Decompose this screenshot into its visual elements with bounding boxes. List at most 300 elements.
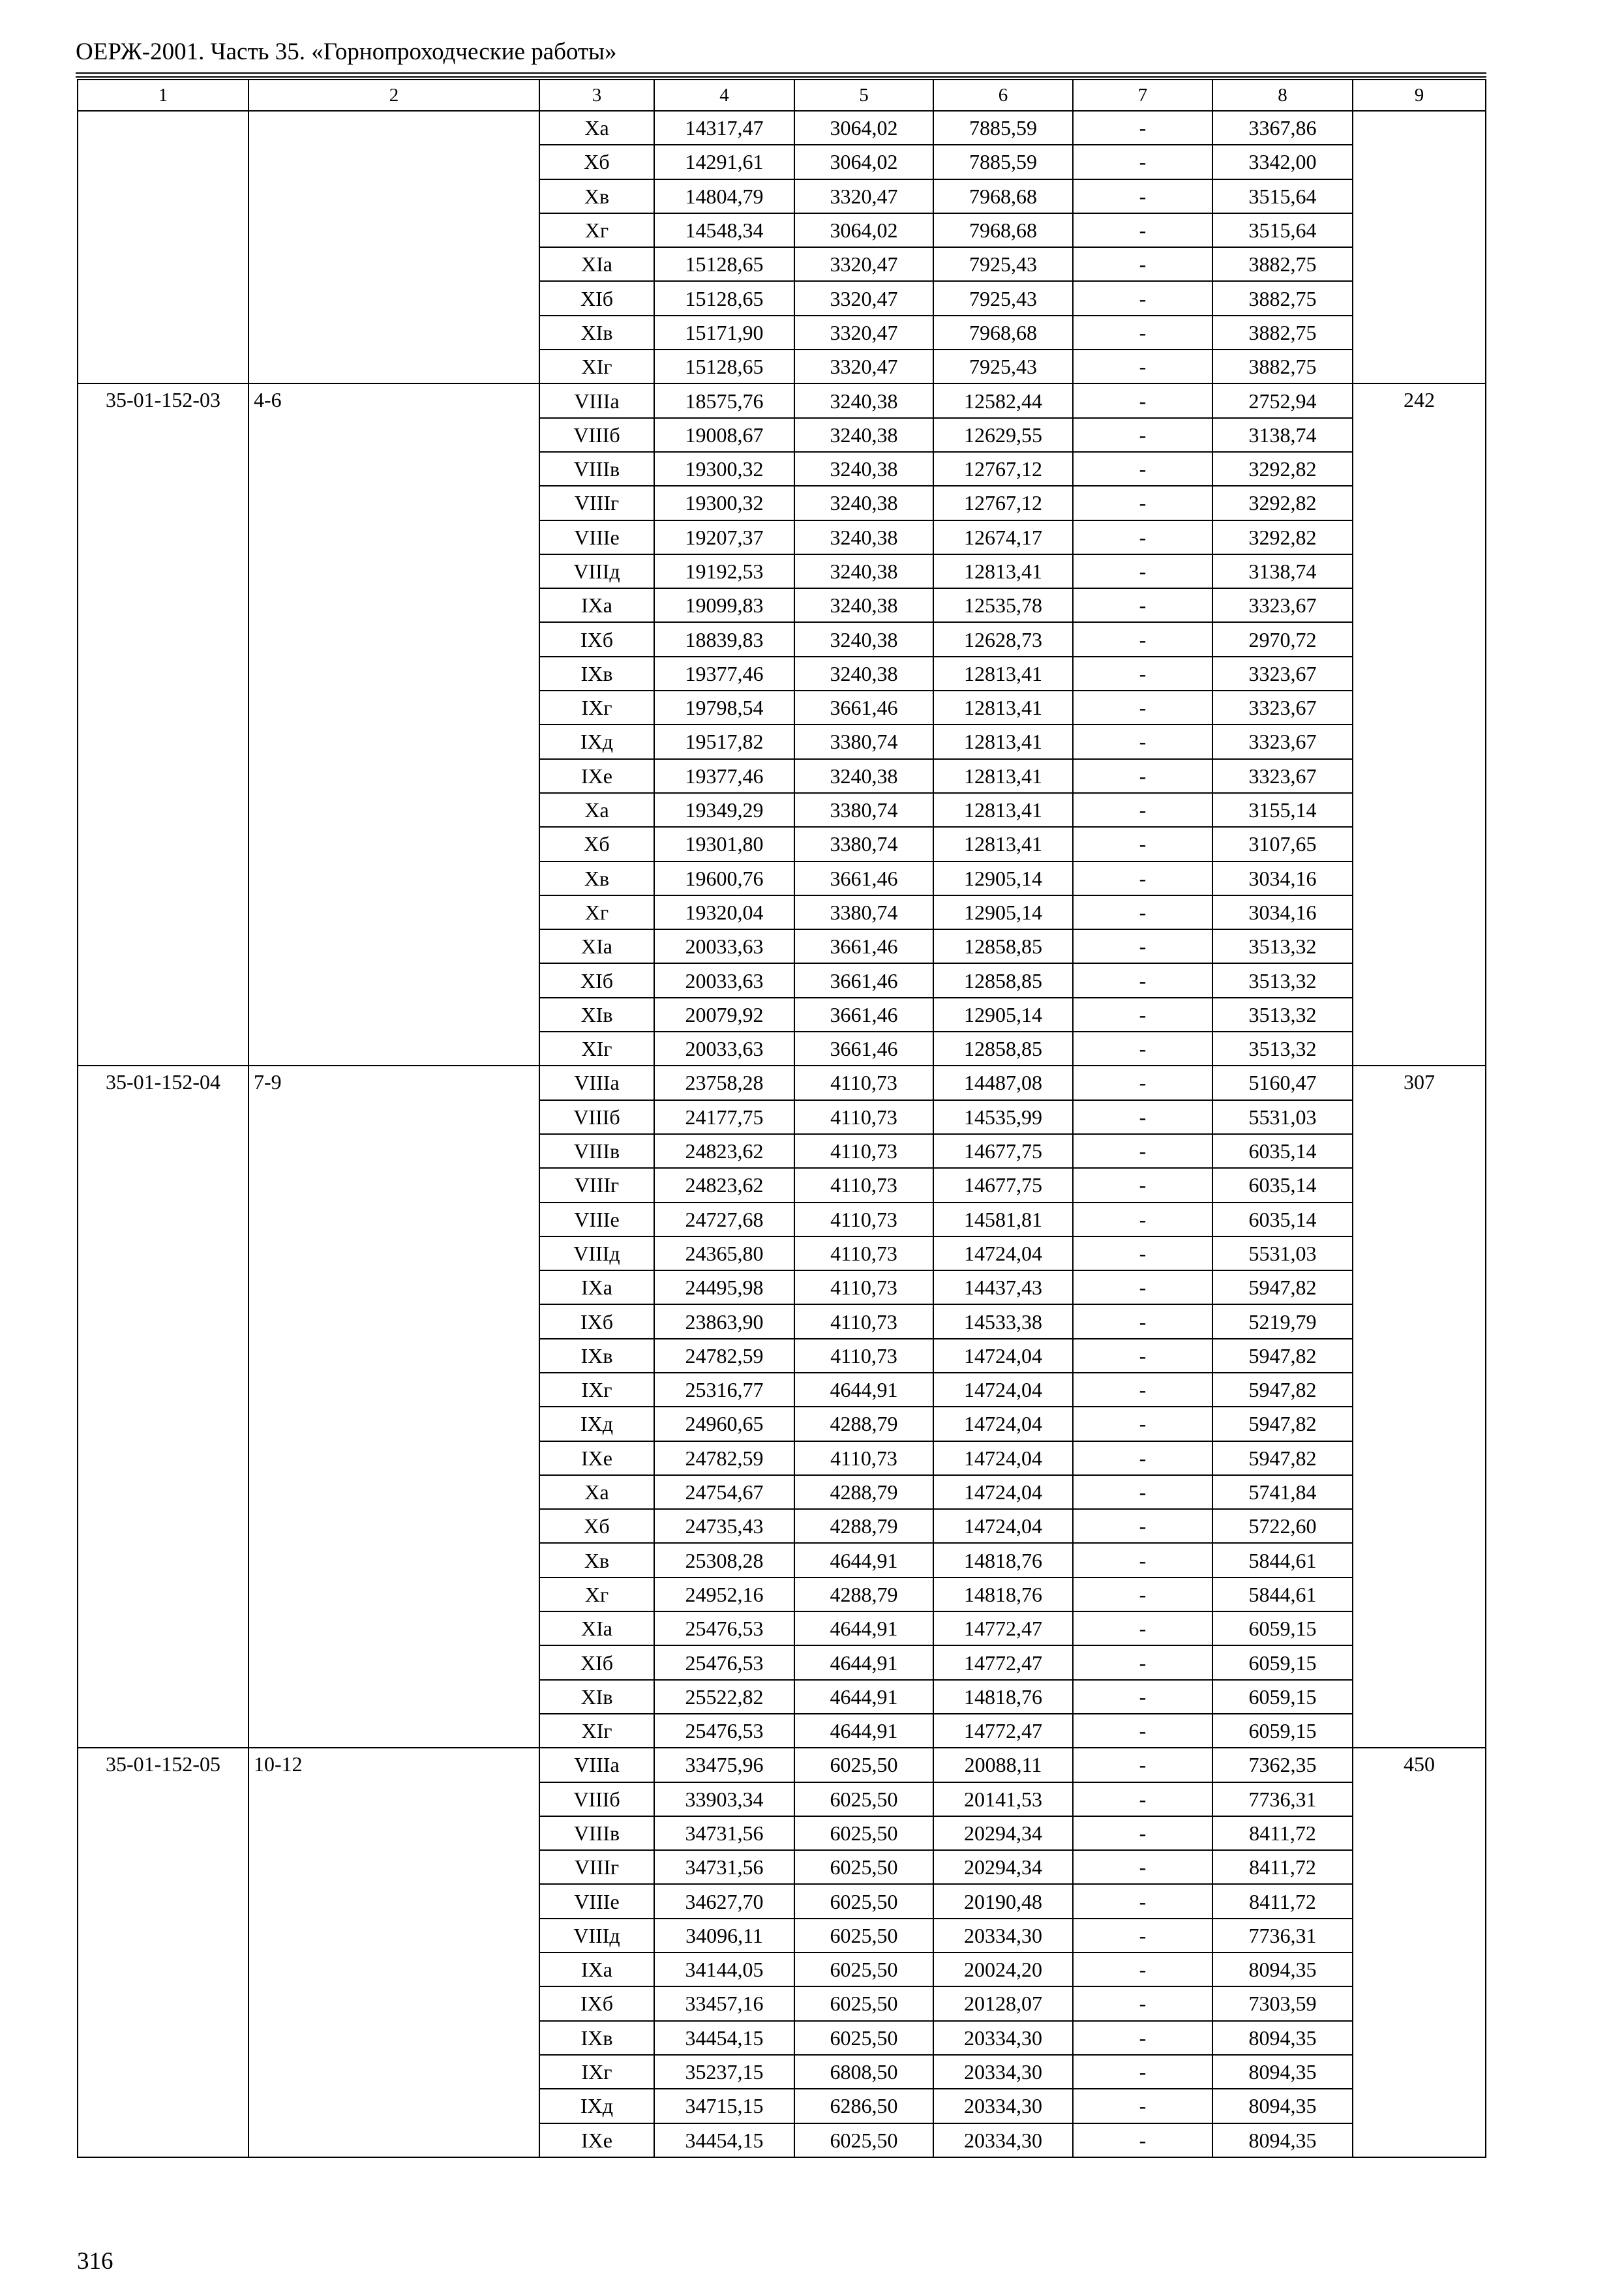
value-cell: 19349,29 — [654, 793, 794, 827]
value-cell: 20334,30 — [933, 2055, 1073, 2089]
value-cell: IXд — [539, 2089, 654, 2123]
value-cell: 4110,73 — [794, 1134, 933, 1168]
value-cell: VIIIб — [539, 418, 654, 452]
value-cell: - — [1073, 1100, 1212, 1134]
value-cell: 5947,82 — [1212, 1407, 1353, 1441]
value-cell: 20128,07 — [933, 1986, 1073, 2020]
value-cell: 3661,46 — [794, 929, 933, 963]
value-cell: 2970,72 — [1212, 622, 1353, 656]
value-cell: 6025,50 — [794, 1816, 933, 1850]
value-cell: 3342,00 — [1212, 145, 1353, 179]
value-cell: 14772,47 — [933, 1611, 1073, 1645]
value-cell: 12858,85 — [933, 1032, 1073, 1066]
value-cell: 34731,56 — [654, 1850, 794, 1884]
value-cell: 3034,16 — [1212, 895, 1353, 929]
value-cell: 4110,73 — [794, 1441, 933, 1475]
value-cell: 4644,91 — [794, 1543, 933, 1577]
column-header: 6 — [933, 80, 1073, 111]
column-header: 1 — [78, 80, 248, 111]
value-cell: IXe — [539, 1441, 654, 1475]
value-cell: 14724,04 — [933, 1373, 1073, 1407]
value-cell: 3661,46 — [794, 1032, 933, 1066]
value-cell: - — [1073, 759, 1212, 793]
value-cell: 4644,91 — [794, 1611, 933, 1645]
value-cell: 12813,41 — [933, 657, 1073, 691]
value-cell: 3138,74 — [1212, 554, 1353, 588]
value-cell: 3240,38 — [794, 383, 933, 417]
value-cell: 19517,82 — [654, 725, 794, 758]
value-cell: 19377,46 — [654, 759, 794, 793]
value-cell: 14437,43 — [933, 1270, 1073, 1304]
value-cell: - — [1073, 2021, 1212, 2055]
value-cell: - — [1073, 2123, 1212, 2157]
value-cell: - — [1073, 145, 1212, 179]
value-cell: 3513,32 — [1212, 1032, 1353, 1066]
value-cell: 24782,59 — [654, 1339, 794, 1373]
value-cell: 15128,65 — [654, 247, 794, 281]
value-cell: 33475,96 — [654, 1748, 794, 1782]
code-cell — [78, 111, 248, 383]
value-cell: Xв — [539, 179, 654, 213]
value-cell: - — [1073, 452, 1212, 486]
value-cell: 25308,28 — [654, 1543, 794, 1577]
value-cell: IXг — [539, 1373, 654, 1407]
value-cell: 6025,50 — [794, 1748, 933, 1782]
value-cell: 12858,85 — [933, 929, 1073, 963]
value-cell: 24177,75 — [654, 1100, 794, 1134]
value-cell: - — [1073, 1203, 1212, 1236]
value-cell: 20294,34 — [933, 1816, 1073, 1850]
value-cell: - — [1073, 895, 1212, 929]
value-cell: 24823,62 — [654, 1168, 794, 1202]
value-cell: 12813,41 — [933, 793, 1073, 827]
value-cell: 5947,82 — [1212, 1339, 1353, 1373]
value-cell: XIв — [539, 998, 654, 1032]
value-cell: IXб — [539, 1986, 654, 2020]
value-cell: VIIIв — [539, 452, 654, 486]
value-cell: 3513,32 — [1212, 963, 1353, 997]
value-cell: IXa — [539, 1270, 654, 1304]
value-cell: - — [1073, 1919, 1212, 1952]
value-cell: VIIIe — [539, 520, 654, 554]
value-cell: 3155,14 — [1212, 793, 1353, 827]
table-row — [78, 111, 1486, 145]
value-cell: 24735,43 — [654, 1509, 794, 1543]
table-row — [78, 383, 1486, 417]
value-cell: 14548,34 — [654, 213, 794, 247]
value-cell: - — [1073, 1611, 1212, 1645]
value-cell: - — [1073, 998, 1212, 1032]
value-cell: 20033,63 — [654, 1032, 794, 1066]
value-cell: - — [1073, 1986, 1212, 2020]
value-cell: 5947,82 — [1212, 1373, 1353, 1407]
value-cell: 3380,74 — [794, 827, 933, 861]
value-cell: 8094,35 — [1212, 2021, 1353, 2055]
value-cell: 4110,73 — [794, 1236, 933, 1270]
value-cell: 25316,77 — [654, 1373, 794, 1407]
value-cell: 3323,67 — [1212, 725, 1353, 758]
value-cell: 20334,30 — [933, 2021, 1073, 2055]
value-cell: IXд — [539, 725, 654, 758]
value-cell: 3320,47 — [794, 247, 933, 281]
value-cell: - — [1073, 554, 1212, 588]
value-cell: XIб — [539, 1645, 654, 1679]
value-cell: VIIIa — [539, 1748, 654, 1782]
value-cell: 7925,43 — [933, 350, 1073, 383]
value-cell: 12813,41 — [933, 554, 1073, 588]
value-cell: - — [1073, 383, 1212, 417]
value-cell: 3292,82 — [1212, 452, 1353, 486]
value-cell: IXд — [539, 1407, 654, 1441]
value-cell: 12582,44 — [933, 383, 1073, 417]
value-cell: 18839,83 — [654, 622, 794, 656]
value-cell: - — [1073, 861, 1212, 895]
value-cell: - — [1073, 1850, 1212, 1884]
value-cell: VIIIг — [539, 486, 654, 520]
value-cell: Xг — [539, 895, 654, 929]
value-cell: 20141,53 — [933, 1782, 1073, 1816]
value-cell: - — [1073, 1066, 1212, 1100]
value-cell: 14291,61 — [654, 145, 794, 179]
value-cell: 3064,02 — [794, 145, 933, 179]
value-cell: 12767,12 — [933, 486, 1073, 520]
value-cell: - — [1073, 1304, 1212, 1338]
value-cell: IXб — [539, 1304, 654, 1338]
value-cell: 6035,14 — [1212, 1203, 1353, 1236]
value-cell: - — [1073, 622, 1212, 656]
value-cell: VIIIa — [539, 383, 654, 417]
value-cell: VIIIг — [539, 1168, 654, 1202]
value-cell: - — [1073, 1509, 1212, 1543]
value-cell: 4288,79 — [794, 1407, 933, 1441]
value-cell: 18575,76 — [654, 383, 794, 417]
value-cell: - — [1073, 827, 1212, 861]
value-cell: Xв — [539, 1543, 654, 1577]
value-cell: 3240,38 — [794, 520, 933, 554]
value-cell: 5531,03 — [1212, 1100, 1353, 1134]
value-cell: - — [1073, 418, 1212, 452]
value-cell: 6035,14 — [1212, 1134, 1353, 1168]
value-cell: 7736,31 — [1212, 1919, 1353, 1952]
value-cell: - — [1073, 316, 1212, 350]
column-header: 2 — [248, 80, 539, 111]
value-cell: Xв — [539, 861, 654, 895]
value-cell: 6025,50 — [794, 1986, 933, 2020]
value-cell: - — [1073, 1748, 1212, 1782]
value-cell: 7968,68 — [933, 316, 1073, 350]
value-cell: VIIIe — [539, 1884, 654, 1918]
value-cell: 2752,94 — [1212, 383, 1353, 417]
value-cell: 3320,47 — [794, 281, 933, 315]
value-cell: IXг — [539, 2055, 654, 2089]
value-cell: 33903,34 — [654, 1782, 794, 1816]
group-value-cell: 242 — [1353, 383, 1486, 1066]
value-cell: - — [1073, 350, 1212, 383]
value-cell: - — [1073, 1714, 1212, 1748]
column-header: 4 — [654, 80, 794, 111]
group-value-cell — [1353, 111, 1486, 383]
value-cell: - — [1073, 1782, 1212, 1816]
value-cell: - — [1073, 725, 1212, 758]
value-cell: 19207,37 — [654, 520, 794, 554]
value-cell: VIIIa — [539, 1066, 654, 1100]
value-cell: 33457,16 — [654, 1986, 794, 2020]
value-cell: 7362,35 — [1212, 1748, 1353, 1782]
value-cell: 24495,98 — [654, 1270, 794, 1304]
value-cell: - — [1073, 2055, 1212, 2089]
value-cell: 12813,41 — [933, 725, 1073, 758]
value-cell: - — [1073, 486, 1212, 520]
value-cell: 15128,65 — [654, 281, 794, 315]
value-cell: - — [1073, 1578, 1212, 1611]
value-cell: 34144,05 — [654, 1952, 794, 1986]
value-cell: - — [1073, 1339, 1212, 1373]
value-cell: 14724,04 — [933, 1339, 1073, 1373]
value-cell: 7968,68 — [933, 179, 1073, 213]
value-cell: IXб — [539, 622, 654, 656]
value-cell: 3240,38 — [794, 622, 933, 656]
value-cell: 3320,47 — [794, 350, 933, 383]
value-cell: 19377,46 — [654, 657, 794, 691]
value-cell: 19600,76 — [654, 861, 794, 895]
value-cell: 34715,15 — [654, 2089, 794, 2123]
value-cell: 4644,91 — [794, 1373, 933, 1407]
value-cell: 3661,46 — [794, 691, 933, 725]
value-cell: 14818,76 — [933, 1680, 1073, 1714]
value-cell: 5722,60 — [1212, 1509, 1353, 1543]
value-cell: 7925,43 — [933, 281, 1073, 315]
value-cell: VIIIe — [539, 1203, 654, 1236]
value-cell: 3661,46 — [794, 963, 933, 997]
value-cell: 6808,50 — [794, 2055, 933, 2089]
value-cell: 25476,53 — [654, 1611, 794, 1645]
value-cell: - — [1073, 179, 1212, 213]
range-cell — [248, 111, 539, 383]
value-cell: 5531,03 — [1212, 1236, 1353, 1270]
value-cell: - — [1073, 1475, 1212, 1509]
value-cell: IXв — [539, 1339, 654, 1373]
value-cell: 12628,73 — [933, 622, 1073, 656]
header-rule — [76, 76, 1486, 78]
value-cell: 14581,81 — [933, 1203, 1073, 1236]
value-cell: 5844,61 — [1212, 1543, 1353, 1577]
value-cell: XIб — [539, 281, 654, 315]
value-cell: - — [1073, 1134, 1212, 1168]
value-cell: 4644,91 — [794, 1680, 933, 1714]
value-cell: 5947,82 — [1212, 1270, 1353, 1304]
value-cell: VIIIд — [539, 554, 654, 588]
value-cell: Xa — [539, 111, 654, 145]
value-cell: 14818,76 — [933, 1578, 1073, 1611]
value-cell: 14724,04 — [933, 1236, 1073, 1270]
code-cell: 35-01-152-04 — [78, 1066, 248, 1748]
value-cell: 8411,72 — [1212, 1884, 1353, 1918]
value-cell: - — [1073, 281, 1212, 315]
value-cell: XIв — [539, 316, 654, 350]
value-cell: VIIIб — [539, 1100, 654, 1134]
value-cell: 19008,67 — [654, 418, 794, 452]
value-cell: 8094,35 — [1212, 1952, 1353, 1986]
table-row — [78, 1748, 1486, 1782]
value-cell: 6025,50 — [794, 1952, 933, 1986]
value-cell: 14772,47 — [933, 1714, 1073, 1748]
value-cell: 3380,74 — [794, 725, 933, 758]
value-cell: 3292,82 — [1212, 520, 1353, 554]
value-cell: 3323,67 — [1212, 759, 1353, 793]
table-header-row — [78, 80, 1486, 111]
value-cell: 7968,68 — [933, 213, 1073, 247]
value-cell: 14818,76 — [933, 1543, 1073, 1577]
value-cell: 3323,67 — [1212, 657, 1353, 691]
value-cell: - — [1073, 1645, 1212, 1679]
value-cell: 4110,73 — [794, 1304, 933, 1338]
value-cell: 3064,02 — [794, 111, 933, 145]
value-cell: 19192,53 — [654, 554, 794, 588]
value-cell: 4644,91 — [794, 1645, 933, 1679]
value-cell: 34731,56 — [654, 1816, 794, 1850]
value-cell: 25476,53 — [654, 1714, 794, 1748]
value-cell: IXв — [539, 657, 654, 691]
value-cell: Xг — [539, 1578, 654, 1611]
value-cell: VIIIв — [539, 1134, 654, 1168]
value-cell: 14724,04 — [933, 1475, 1073, 1509]
value-cell: 5947,82 — [1212, 1441, 1353, 1475]
value-cell: IXe — [539, 759, 654, 793]
value-cell: 14804,79 — [654, 179, 794, 213]
value-cell: - — [1073, 520, 1212, 554]
value-cell: 12813,41 — [933, 691, 1073, 725]
value-cell: Xг — [539, 213, 654, 247]
value-cell: - — [1073, 691, 1212, 725]
code-cell: 35-01-152-05 — [78, 1748, 248, 2157]
value-cell: - — [1073, 1407, 1212, 1441]
value-cell: 3292,82 — [1212, 486, 1353, 520]
column-header: 3 — [539, 80, 654, 111]
value-cell: 14724,04 — [933, 1441, 1073, 1475]
value-cell: VIIIв — [539, 1816, 654, 1850]
value-cell: 4110,73 — [794, 1066, 933, 1100]
value-cell: 6059,15 — [1212, 1714, 1353, 1748]
value-cell: XIa — [539, 247, 654, 281]
value-cell: XIб — [539, 963, 654, 997]
value-cell: 4644,91 — [794, 1714, 933, 1748]
value-cell: 5219,79 — [1212, 1304, 1353, 1338]
value-cell: 12905,14 — [933, 998, 1073, 1032]
value-cell: 6025,50 — [794, 1884, 933, 1918]
value-cell: 12535,78 — [933, 588, 1073, 622]
value-cell: 3661,46 — [794, 861, 933, 895]
value-cell: 3367,86 — [1212, 111, 1353, 145]
value-cell: 3240,38 — [794, 657, 933, 691]
column-header: 5 — [794, 80, 933, 111]
value-cell: 20294,34 — [933, 1850, 1073, 1884]
value-cell: 3240,38 — [794, 418, 933, 452]
value-cell: 12905,14 — [933, 895, 1073, 929]
value-cell: 24365,80 — [654, 1236, 794, 1270]
code-cell: 35-01-152-03 — [78, 383, 248, 1066]
value-cell: 14677,75 — [933, 1168, 1073, 1202]
value-cell: 20033,63 — [654, 963, 794, 997]
value-cell: - — [1073, 1236, 1212, 1270]
value-cell: VIIIд — [539, 1236, 654, 1270]
value-cell: - — [1073, 247, 1212, 281]
value-cell: 3323,67 — [1212, 691, 1353, 725]
group-value-cell: 450 — [1353, 1748, 1486, 2157]
rates-table — [77, 79, 1486, 2158]
value-cell: 14535,99 — [933, 1100, 1073, 1134]
value-cell: 3240,38 — [794, 588, 933, 622]
value-cell: 8094,35 — [1212, 2055, 1353, 2089]
value-cell: - — [1073, 1680, 1212, 1714]
value-cell: - — [1073, 1816, 1212, 1850]
value-cell: 3323,67 — [1212, 588, 1353, 622]
value-cell: 12858,85 — [933, 963, 1073, 997]
value-cell: 6025,50 — [794, 1919, 933, 1952]
value-cell: - — [1073, 1168, 1212, 1202]
value-cell: 19300,32 — [654, 486, 794, 520]
value-cell: 24727,68 — [654, 1203, 794, 1236]
value-cell: 24952,16 — [654, 1578, 794, 1611]
value-cell: 12905,14 — [933, 861, 1073, 895]
value-cell: 6059,15 — [1212, 1680, 1353, 1714]
value-cell: 6035,14 — [1212, 1168, 1353, 1202]
column-header: 8 — [1212, 80, 1353, 111]
value-cell: 20334,30 — [933, 2123, 1073, 2157]
range-cell: 10-12 — [248, 1748, 539, 2157]
value-cell: - — [1073, 793, 1212, 827]
value-cell: 4110,73 — [794, 1339, 933, 1373]
value-cell: - — [1073, 1952, 1212, 1986]
range-cell: 7-9 — [248, 1066, 539, 1748]
value-cell: 7885,59 — [933, 111, 1073, 145]
value-cell: 14677,75 — [933, 1134, 1073, 1168]
value-cell: IXa — [539, 1952, 654, 1986]
value-cell: 6059,15 — [1212, 1611, 1353, 1645]
value-cell: 3882,75 — [1212, 316, 1353, 350]
value-cell: 19320,04 — [654, 895, 794, 929]
value-cell: 4288,79 — [794, 1475, 933, 1509]
value-cell: 12629,55 — [933, 418, 1073, 452]
value-cell: 12813,41 — [933, 759, 1073, 793]
value-cell: 15128,65 — [654, 350, 794, 383]
value-cell: - — [1073, 929, 1212, 963]
value-cell: Xб — [539, 827, 654, 861]
value-cell: 8411,72 — [1212, 1816, 1353, 1850]
value-cell: 3380,74 — [794, 793, 933, 827]
value-cell: XIг — [539, 1032, 654, 1066]
value-cell: 14533,38 — [933, 1304, 1073, 1338]
page-header-title: ОЕРЖ-2001. Часть 35. «Горнопроходческие работы» — [76, 38, 617, 65]
value-cell: 4110,73 — [794, 1270, 933, 1304]
value-cell: XIв — [539, 1680, 654, 1714]
value-cell: 24960,65 — [654, 1407, 794, 1441]
value-cell: 3240,38 — [794, 759, 933, 793]
value-cell: 3882,75 — [1212, 350, 1353, 383]
header-rule — [76, 72, 1486, 74]
value-cell: 20079,92 — [654, 998, 794, 1032]
value-cell: 20190,48 — [933, 1884, 1073, 1918]
value-cell: 19301,80 — [654, 827, 794, 861]
value-cell: 24823,62 — [654, 1134, 794, 1168]
value-cell: 12767,12 — [933, 452, 1073, 486]
value-cell: 19798,54 — [654, 691, 794, 725]
value-cell: 3240,38 — [794, 452, 933, 486]
value-cell: - — [1073, 1032, 1212, 1066]
group-value-cell: 307 — [1353, 1066, 1486, 1748]
value-cell: Xa — [539, 793, 654, 827]
value-cell: - — [1073, 213, 1212, 247]
value-cell: 25522,82 — [654, 1680, 794, 1714]
